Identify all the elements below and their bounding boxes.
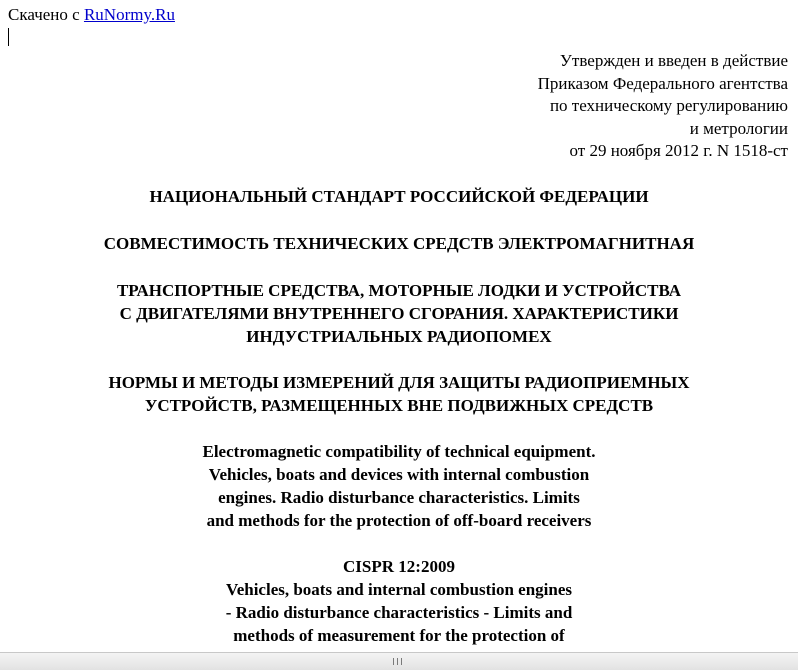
source-link[interactable]: RuNormy.Ru	[83, 5, 175, 24]
source-prefix: Скачено с	[8, 5, 84, 24]
approval-line: Приказом Федерального агентства	[537, 73, 788, 93]
source-line	[8, 5, 175, 25]
approval-line: по техническому регулированию	[549, 96, 788, 115]
title-line: Vehicles, boats and internal combustion engines	[225, 580, 573, 599]
title-line: and methods for the protection of off-board receivers	[206, 511, 592, 530]
title-line: CISPR 12:2009	[343, 557, 455, 576]
title-line: СОВМЕСТИМОСТЬ ТЕХНИЧЕСКИХ СРЕДСТВ ЭЛЕКТРОМАГНИТНАЯ	[103, 234, 695, 253]
title-line: ТРАНСПОРТНЫЕ СРЕДСТВА, МОТОРНЫЕ ЛОДКИ И УСТРОЙСТВА	[116, 281, 682, 300]
norms-title-ru	[0, 371, 798, 417]
scroll-grip-icon[interactable]	[393, 658, 405, 665]
title-line: Electromagnetic compatibility of technical equipment.	[202, 442, 596, 461]
title-line: С ДВИГАТЕЛЯМИ ВНУТРЕННЕГО СГОРАНИЯ. ХАРАКТЕРИСТИКИ	[119, 304, 679, 323]
compatibility-title	[0, 232, 798, 255]
english-title	[0, 440, 798, 532]
title-line: НАЦИОНАЛЬНЫЙ СТАНДАРТ РОССИЙСКОЙ ФЕДЕРАЦИИ	[149, 187, 649, 206]
approval-line: и метрологии	[689, 118, 788, 138]
horizontal-scrollbar[interactable]	[0, 652, 798, 670]
approval-line: Утвержден и введен в действие	[559, 51, 788, 70]
vehicles-title-ru	[0, 279, 798, 348]
title-line: ИНДУСТРИАЛЬНЫХ РАДИОПОМЕХ	[246, 327, 552, 346]
title-line: - Radio disturbance characteristics - Limits and	[225, 603, 573, 622]
title-line: Vehicles, boats and devices with internal combustion	[208, 465, 590, 484]
approval-line: от 29 ноября 2012 г. N 1518-ст	[569, 141, 788, 160]
title-line: УСТРОЙСТВ, РАЗМЕЩЕННЫХ ВНЕ ПОДВИЖНЫХ СРЕДСТВ	[144, 396, 654, 415]
text-cursor	[8, 28, 9, 46]
title-line: engines. Radio disturbance characteristics. Limits	[218, 488, 580, 507]
approval-block	[368, 50, 788, 163]
title-line: methods of measurement for the protection of	[233, 626, 565, 645]
national-standard-title	[0, 185, 798, 208]
title-line: НОРМЫ И МЕТОДЫ ИЗМЕРЕНИЙ ДЛЯ ЗАЩИТЫ РАДИОПРИЕМНЫХ	[108, 373, 690, 392]
